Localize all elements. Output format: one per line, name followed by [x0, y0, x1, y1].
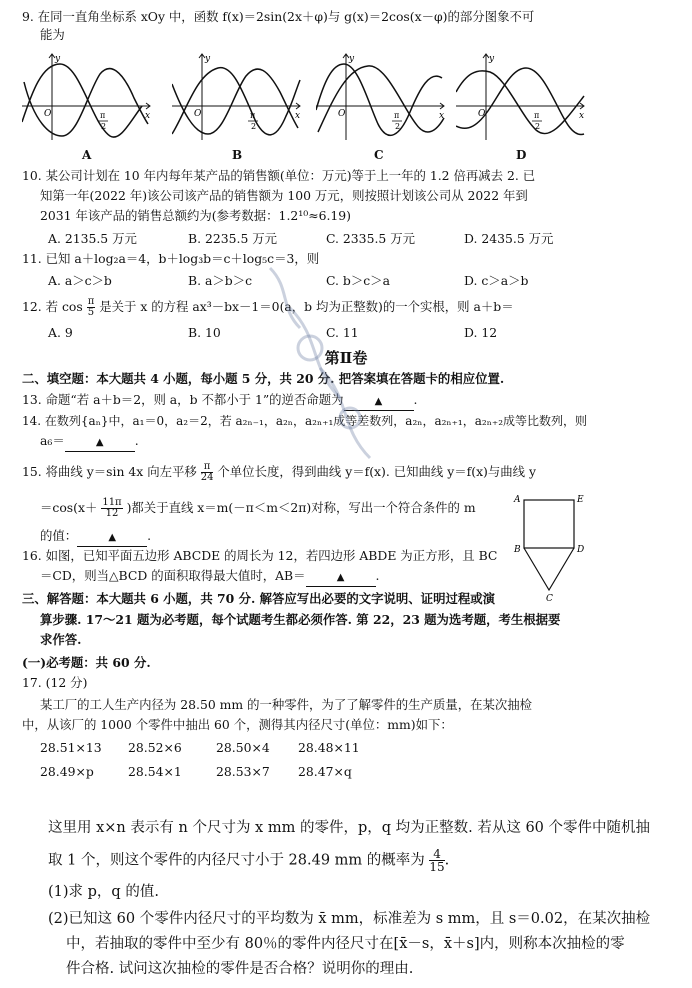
graph-b-x: x	[295, 111, 301, 121]
q17-line1: 某工厂的工人生产内径为 28.50 mm 的一种零件，为了了解零件的生产质量，在某次抽检	[40, 697, 533, 712]
q11-option-c: C. b＞c＞a	[326, 273, 390, 288]
q15-line2-post: )都关于直线 x＝m(－π＜m＜2π)对称，写出一个符合条件的 m	[126, 500, 476, 515]
part3-header-line1: 三、解答题：本大题共 6 小题，共 70 分. 解答应写出必要的文字说明、证明过程或演	[22, 591, 496, 606]
q15-end: .	[147, 528, 152, 543]
graph-a-x: x	[145, 111, 151, 121]
q11-option-a: A. a＞c＞b	[48, 273, 112, 288]
section-title: 第Ⅱ卷	[324, 349, 368, 367]
q9-line2: 能为	[40, 27, 65, 42]
required-header: (一)必考题：共 60 分.	[22, 655, 151, 670]
q17-data-1: 28.51×13	[40, 740, 102, 755]
q17-cont2	[48, 848, 449, 873]
q9-line1: 9. 在同一直角坐标系 xOy 中，函数 f(x)＝2sin(2x＋φ)与 g(x)＝2cos(x－φ)的部分图象不可	[22, 9, 535, 24]
q15-post: 个单位长度，得到曲线 y＝f(x). 已知曲线 y＝f(x)与曲线 y	[217, 464, 537, 479]
q17-probability-fraction: $\frac{4}{15}$	[429, 847, 445, 874]
graph-b-y: y	[205, 54, 211, 64]
vertex-c: C	[546, 594, 553, 602]
q16-line2	[40, 568, 380, 587]
graph-d	[456, 52, 586, 142]
q16-answer-blank: ▲	[306, 570, 376, 587]
q11-option-b: B. a＞b＞c	[188, 273, 253, 288]
q17-line2: 中，从该厂的 1000 个零件中抽出 60 个，测得其内径尺寸(单位：mm)如下：	[22, 717, 453, 732]
q12-option-a: A. 9	[48, 325, 73, 340]
q17-cont2-end: .	[444, 852, 450, 869]
q12-option-c: C. 11	[326, 325, 359, 340]
graph-d-y: y	[489, 54, 495, 64]
q17-data-5: 28.49×p	[40, 764, 94, 779]
q11-option-d: D. c＞a＞b	[464, 273, 529, 288]
q15-line1	[22, 462, 536, 483]
q12-pre: 12. 若 cos	[22, 299, 83, 314]
graph-c	[316, 52, 446, 142]
graph-a-label: A	[82, 148, 92, 162]
graph-a	[22, 52, 152, 142]
q15-fraction-1: $\frac{\pi}{24}$	[200, 461, 214, 483]
graph-d-x: x	[579, 111, 585, 121]
q15-answer-blank: ▲	[77, 530, 147, 547]
q15-fraction-2: $\frac{11\pi}{12}$	[102, 497, 122, 519]
q15-line2-pre: ＝cos(x＋	[40, 500, 98, 515]
graph-c-x: x	[439, 111, 445, 121]
graph-a-pi: π	[100, 111, 106, 120]
part2-header: 二、填空题：本大题共 4 小题，每小题 5 分，共 20 分. 把答案填在答题卡的相应位置.	[22, 371, 505, 386]
q16-pre: ＝CD，则当△BCD 的面积取得最大值时，AB＝	[40, 568, 306, 583]
q14-line1: 14. 在数列{aₙ}中，a₁＝0，a₂＝2，若 a₂ₙ₋₁，a₂ₙ，a₂ₙ₊₁成等差数列，a₂ₙ，a₂ₙ₊₁，a₂ₙ₊₂成等比数列，则	[22, 414, 588, 428]
q17-sub2-line1: (2)已知这 60 个零件内径尺寸的平均数为 x̄ mm，标准差为 s mm，且 s＝0.02，在某次抽检	[48, 911, 651, 927]
q10-line3: 2031 年该产品的销售总额约为(参考数据：1.2¹⁰≈6.19)	[40, 208, 351, 223]
q17-data-4: 28.48×11	[298, 740, 360, 755]
graph-b-2: 2	[251, 122, 257, 131]
q10-option-d: D. 2435.5 万元	[464, 231, 554, 246]
part3-header-line3: 求作答.	[40, 632, 82, 647]
q11-line1: 11. 已知 a＋log₂a＝4，b＋log₃b＝c＋log₅c＝3，则	[22, 251, 320, 266]
q13-line	[22, 392, 417, 411]
q10-option-c: C. 2335.5 万元	[326, 231, 415, 246]
graph-b-pi: π	[250, 111, 256, 120]
q17-data-6: 28.54×1	[128, 764, 182, 779]
q12-option-b: B. 10	[188, 325, 221, 340]
q17-sub2-line2: 中，若抽取的零件中至少有 80％的零件内径尺寸在[x̄－s，x̄＋s]内，则称本次抽检的零	[66, 936, 625, 952]
graph-c-2: 2	[395, 122, 401, 131]
q10-option-a: A. 2135.5 万元	[48, 231, 137, 246]
q12-fraction: $\frac{\pi}{5}$	[87, 296, 95, 318]
q17-data-3: 28.50×4	[216, 740, 270, 755]
q17-cont1: 这里用 x×n 表示有 n 个尺寸为 x mm 的零件，p，q 均为正整数. 若从这 60 个零件中随机抽	[48, 820, 651, 836]
q17-cont2-pre: 取 1 个，则这个零件的内径尺寸小于 28.49 mm 的概率为	[48, 852, 425, 869]
q15-line3-pre: 的值：	[40, 528, 78, 543]
q13-text: 13. 命题“若 a＋b＝2，则 a，b 不都小于 1”的逆否命题为	[22, 392, 344, 407]
graph-a-y: y	[55, 54, 61, 64]
q10-line2: 知第一年(2022 年)该公司该产品的销售额为 100 万元，则按照计划该公司从 2022 年到	[40, 188, 528, 203]
vertex-b: B	[514, 545, 521, 555]
q17-sub1: (1)求 p，q 的值.	[48, 884, 159, 900]
graph-c-origin: O	[338, 109, 346, 119]
q14-line2	[40, 433, 139, 452]
q17-data-2: 28.52×6	[128, 740, 182, 755]
vertex-a: A	[514, 495, 521, 505]
q15-pre: 15. 将曲线 y＝sin 4x 向左平移	[22, 464, 197, 479]
graph-d-label: D	[516, 148, 527, 162]
q17-data-7: 28.53×7	[216, 764, 270, 779]
vertex-d: D	[577, 545, 585, 555]
q10-option-b: B. 2235.5 万元	[188, 231, 278, 246]
q13-answer-blank: ▲	[344, 394, 414, 411]
q10-line1: 10. 某公司计划在 10 年内每年某产品的销售额(单位：万元)等于上一年的 1.2 倍再减去 2. 已	[22, 168, 536, 183]
q14-answer-blank: ▲	[65, 435, 135, 452]
q14-pre: a₆＝	[40, 433, 65, 448]
q12-post: 是关于 x 的方程 ax³－bx－1＝0(a，b 均为正整数)的一个实根，则 a＋b＝	[99, 299, 514, 314]
graph-b-label: B	[232, 148, 243, 162]
q12-line1	[22, 297, 514, 318]
graph-c-label: C	[374, 148, 384, 162]
q14-end: .	[134, 433, 139, 448]
q17-head: 17. (12 分)	[22, 675, 88, 690]
graph-d-origin: O	[478, 109, 486, 119]
graph-c-y: y	[349, 54, 355, 64]
graph-a-2: 2	[101, 122, 107, 131]
graph-b	[172, 52, 302, 142]
graph-d-2: 2	[535, 122, 541, 131]
q12-option-d: D. 12	[464, 325, 498, 340]
q17-sub2-line3: 件合格. 试问这次抽检的零件是否合格？说明你的理由.	[66, 961, 414, 977]
q15-line3	[40, 528, 151, 547]
vertex-e: E	[577, 495, 584, 505]
q16-line1: 16. 如图，已知平面五边形 ABCDE 的周长为 12，若四边形 ABDE 为正方形，且 BC	[22, 548, 498, 563]
graph-c-pi: π	[394, 111, 400, 120]
pentagon-figure	[510, 490, 590, 602]
q13-end: .	[413, 392, 418, 407]
q15-line2	[40, 498, 476, 519]
graph-a-origin: O	[44, 109, 52, 119]
graph-b-origin: O	[194, 109, 202, 119]
q16-end: .	[375, 568, 380, 583]
graph-d-pi: π	[534, 111, 540, 120]
q17-data-8: 28.47×q	[298, 764, 352, 779]
part3-header-line2: 算步骤. 17～21 题为必考题，每个试题考生都必须作答. 第 22，23 题为选考题，考生根据要	[40, 612, 561, 627]
